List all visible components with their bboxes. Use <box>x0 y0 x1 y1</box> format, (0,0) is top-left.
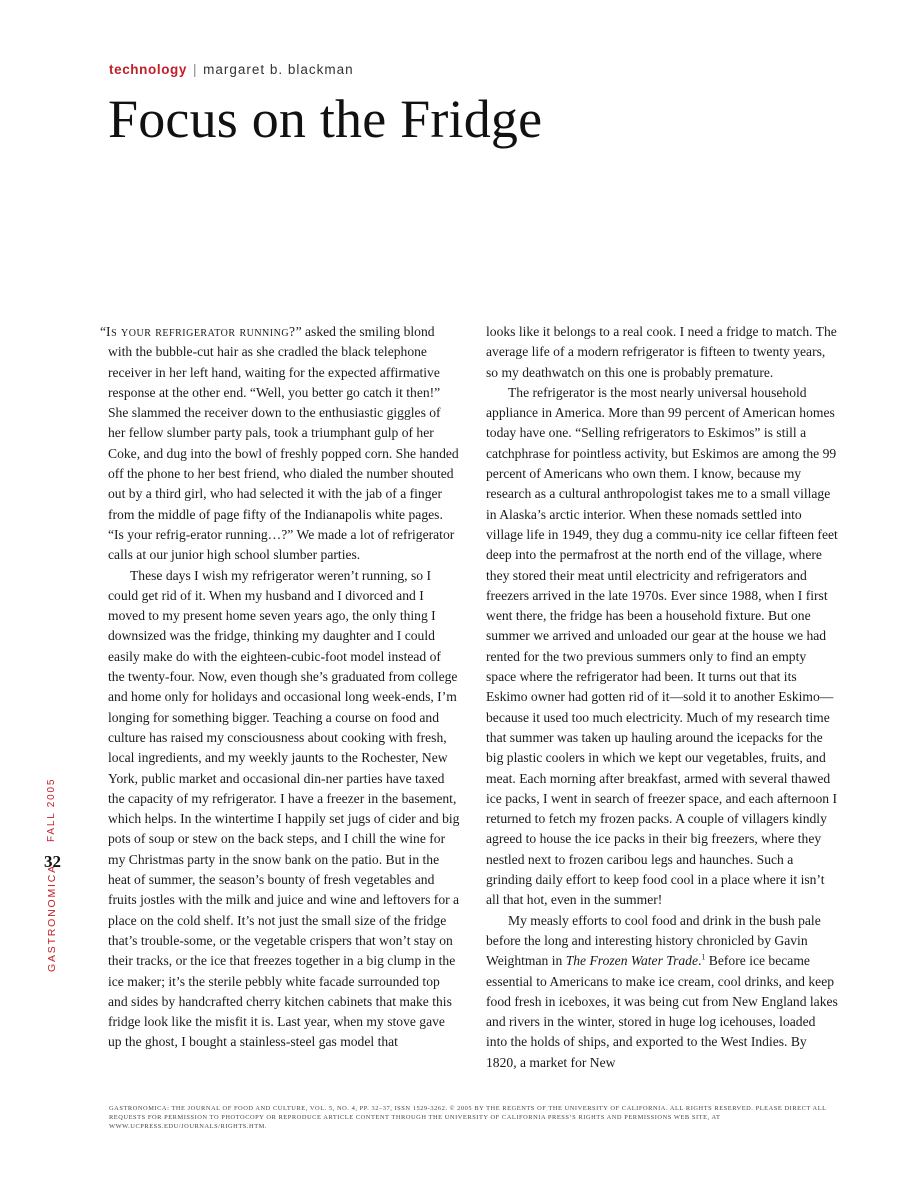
running-issue: FALL 2005 <box>46 777 57 842</box>
paragraph-text: Before ice became essential to Americans to make ice cream, cool drinks, and keep food fresh in iceboxes, it was being cut from New England lakes and rivers in the winter, stored in huge log icehouses, loaded into the holds of ships, and exported to the West Indies. By 1820, a market for New <box>486 953 838 1070</box>
paragraph <box>100 322 460 566</box>
article-header <box>109 62 354 77</box>
book-title: The Frozen Water Trade <box>565 953 698 969</box>
right-column <box>486 322 838 1073</box>
lead-in-smallcaps: Is your refrigerator running? <box>106 324 296 339</box>
section-label: technology <box>109 62 188 77</box>
running-journal-name: GASTRONOMICA <box>46 864 58 972</box>
left-column <box>100 322 460 1053</box>
footnote-marker: 1 <box>701 952 706 962</box>
paragraph: looks like it belongs to a real cook. I need a fridge to match. The average life of a modern refrigerator is fifteen to twenty years, so my deathwatch on this one is probably premature. <box>486 324 837 380</box>
opening-quote: “ <box>100 324 107 339</box>
paragraph-text: My measly efforts to cool food and drink in the bush pale before the long and interesting history chronicled by Gavin Weightman in <box>486 912 821 969</box>
copyright-footer: GASTRONOMICA: THE JOURNAL OF FOOD AND CULTURE, VOL. 5, NO. 4, PP. 32–37, ISSN 1529-3262. © 2005 BY THE REGENTS OF THE UNIVERSITY OF CALIFORNIA. ALL RIGHTS RESERVED. PLEASE DIRECT ALL REQUESTS FOR PERMISSION TO PHOTOCOPY OR REPRODUCE ARTICLE CONTENT THROUGH THE UNIVERSITY OF CALIFORNIA PRESS’S RIGHTS AND PERMISSIONS WEB SITE, AT WWW.UCPRESS.EDU/JOURNALS/RIGHTS.HTM. <box>109 1105 827 1130</box>
paragraph-text: ” asked the smiling blond with the bubble-cut hair as she cradled the black telephone receiver in her left hand, waiting for the expected affirmative response at the other end. “Well, you better go catch it then!” She slammed the receiver down to the enthusiastic giggles of her fellow slumber party pals, took a triumphant gulp of her Coke, and dug into the bowl of freshly popped corn. She handed off the phone to her best friend, who dialed the number shouted out by a third girl, who had selected it with the jab of a finger from the middle of page fifty of the Indianapolis white pages. “Is your refrig-erator running…?” We made a lot of refrigerator calls at our junior high school slumber parties. <box>108 324 459 563</box>
author-name: margaret b. blackman <box>203 62 354 77</box>
paragraph: These days I wish my refrigerator weren’t running, so I could get rid of it. When my husband and I divorced and I moved to my present home seven years ago, the only thing I downsized was the fridge, thinking my daughter and I could easily make do with the eighteen-cubic-foot model instead of the twenty-four. Now, even though she’s graduated from college and home only for holidays and occasional long week-ends, I’m longing for something bigger. Teaching a course on food and culture has raised my consciousness about cooking with fresh, local ingredients, and my weekly jaunts to the Rochester, New York, public market and occasional din-ner parties have taxed the capacity of my refrigerator. I have a freezer in the basement, which helps. In the wintertime I happily set jugs of cider and big pots of soup or stew on the back steps, and I chill the wine for my Christmas party in the snow bank on the patio. But in the heat of summer, the season’s bounty of fresh vegetables and fruits jostles with the milk and juice and wine and leftovers for a place on the cold shelf. It’s not just the small size of the fridge that’s trouble-some, or the vegetable crispers that won’t stay on their tracks, or the ice that freezes together in a big clump in the ice maker; it’s the sterile pebbly white facade surrounded top and sides by handcrafted cherry kitchen cabinets that make this fridge look like the misfit it is. Last year, when my stove gave up the ghost, I bought a stainless-steel gas model that <box>108 567 460 1050</box>
page-number: 32 <box>44 852 61 871</box>
article-title: Focus on the Fridge <box>108 89 543 149</box>
paragraph: The refrigerator is the most nearly universal household appliance in America. More than 99 percent of American homes today have one. “Selling refrigerators to Eskimos” is still a catchphrase for pointless activity, but Eskimos are among the 99 percent of Americans who own them. I know, because my research as a cultural anthropologist takes me to a small village in Alaska’s arctic interior. When these nomads settled into village life in 1949, they dug a commu-nity ice cellar fifteen feet deep into the permafrost at the north end of the village, where they stored their meat until electricity and refrigerators and freezers arrived in the late 1970s. Ever since 1988, when I first went there, the fridge has been a household fixture. But one summer we arrived and unloaded our gear at the house we had rented for the two previous summers only to find an empty space where the refrigerator had been. It turns out that its Eskimo owner had gotten rid of it—sold it to another Eskimo—because it used too much electricity. Much of my research time that summer was taken up hauling around the icepacks for the big plastic coolers in which we kept our vegetables, fruits, and meat. Each morning after breakfast, armed with several thawed ice packs, I went in search of freezer space, and each afternoon I returned to fetch my frozen packs. A couple of villagers kindly agreed to house the ice packs in their big freezers, where they nestled next to frozen caribou legs and haunches. Such a grinding daily effort to keep food cool in a place where it isn’t all that hot, even in the summer! <box>486 384 838 908</box>
paragraph: My measly efforts to cool food and drink in the bush pale before the long and interesting history chronicled by Gavin Weightman in The Frozen Water Trade.$^1$ Before ice became essential to Americans to make ice cream, cool drinks, and keep food fresh in iceboxes, it was being cut from New England lakes and rivers in the winter, stored in huge log icehouses, loaded into the holds of ships, and exported to the West Indies. By 1820, a market for New <box>486 912 838 1070</box>
header-separator: | <box>193 62 198 77</box>
